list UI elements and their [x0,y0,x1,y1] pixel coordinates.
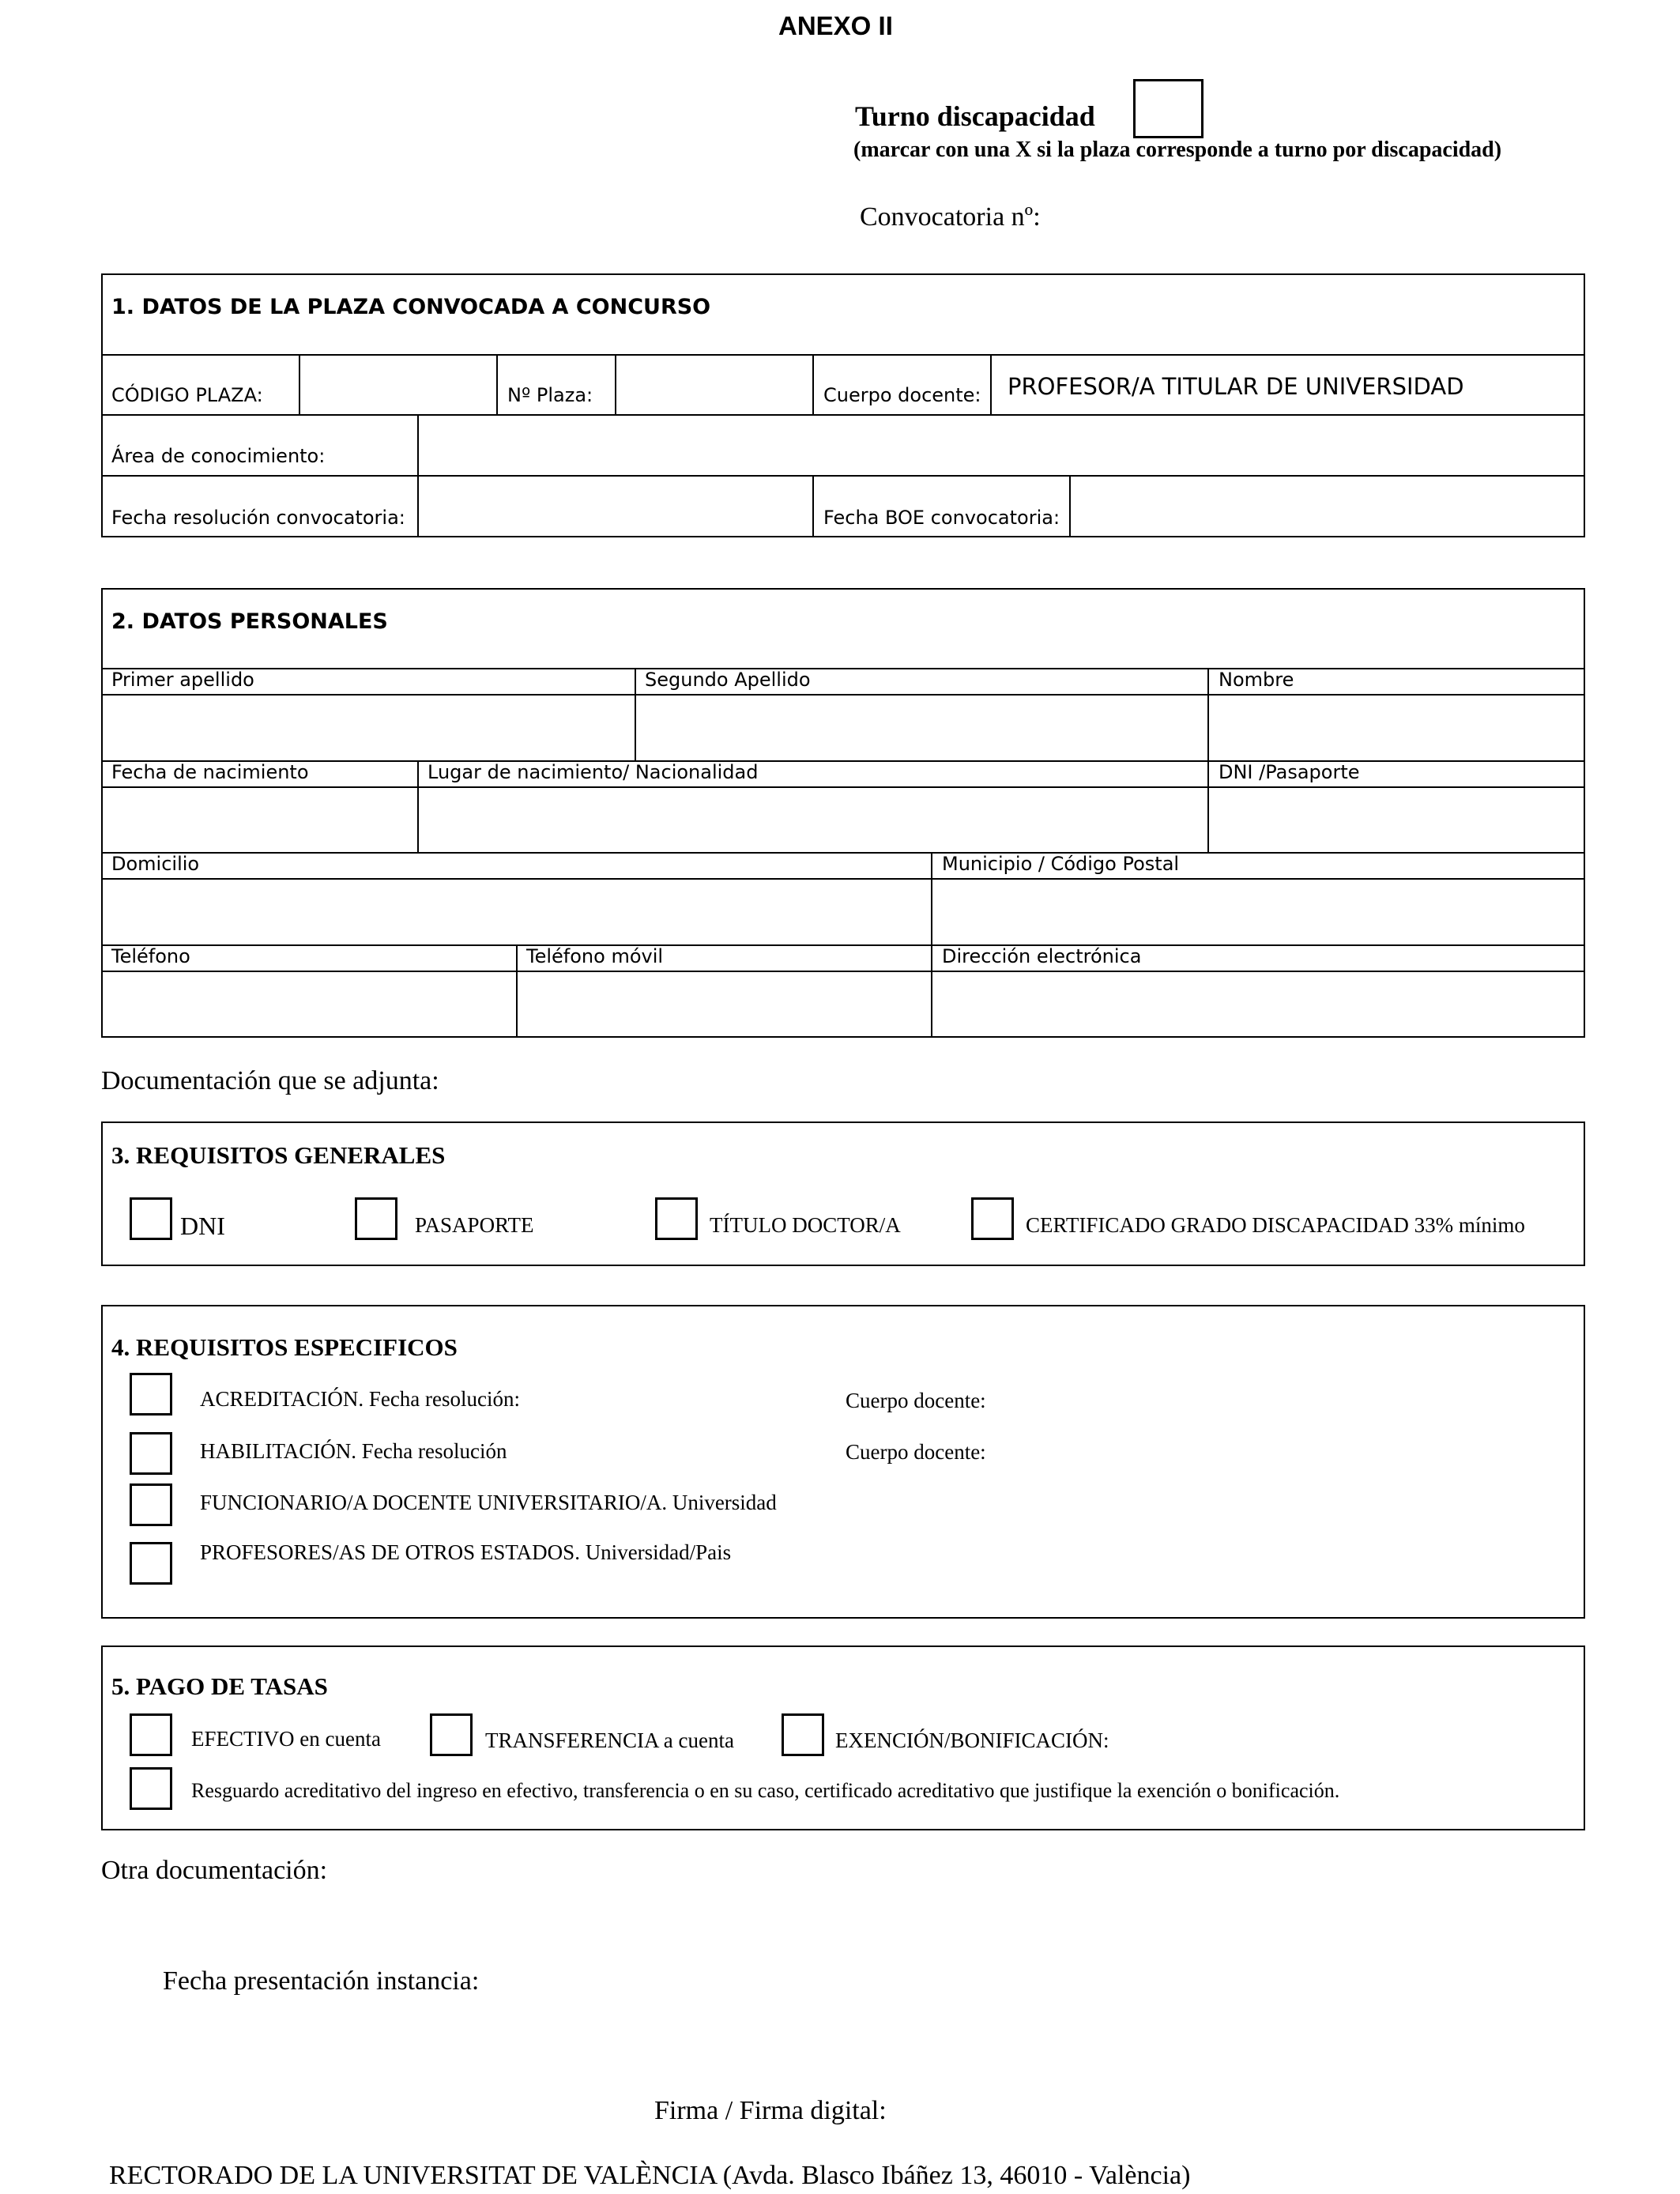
section-1-title: 1. DATOS DE LA PLAZA CONVOCADA A CONCURSO [111,295,711,319]
primer-apellido-label: Primer apellido [111,669,254,691]
lugar-nacimiento-label: Lugar de nacimiento/ Nacionalidad [428,761,759,783]
resguardo-label: Resguardo acreditativo del ingreso en efectivo, transferencia o en su caso, certificado acreditativo que justifique la exención o bonificación. [191,1779,1340,1802]
domicilio-field[interactable] [103,880,931,944]
dni-pasaporte-field[interactable] [1209,788,1584,852]
fecha-nacimiento-label: Fecha de nacimiento [111,761,309,783]
acreditacion-cuerpo-label: Cuerpo docente: [846,1389,986,1412]
section-2-title: 2. DATOS PERSONALES [111,609,388,634]
dni-pasaporte-label: DNI /Pasaporte [1219,761,1360,783]
section-5-title: 5. PAGO DE TASAS [111,1672,328,1700]
efectivo-label: EFECTIVO en cuenta [191,1727,381,1751]
municipio-label: Municipio / Código Postal [942,853,1180,875]
titulo-doctor-checkbox[interactable] [655,1197,698,1240]
dni-option-label: DNI [180,1212,225,1240]
dni-checkbox[interactable] [130,1197,172,1240]
efectivo-checkbox[interactable] [130,1713,172,1756]
fecha-presentacion-label: Fecha presentación instancia: [163,1966,480,1996]
turno-discapacidad-note: (marcar con una X si la plaza corresponde a turno por discapacidad) [853,138,1502,162]
nombre-field[interactable] [1209,696,1584,760]
profesores-otros-estados-label: PROFESORES/AS DE OTROS ESTADOS. Universidad/Pais [200,1540,732,1564]
funcionario-checkbox[interactable] [130,1483,172,1526]
certificado-discapacidad-checkbox[interactable] [971,1197,1014,1240]
fecha-boe-label: Fecha BOE convocatoria: [823,507,1060,529]
funcionario-label: FUNCIONARIO/A DOCENTE UNIVERSITARIO/A. Universidad [200,1491,777,1514]
habilitacion-cuerpo-label: Cuerpo docente: [846,1440,986,1464]
annex-title: ANEXO II [778,11,893,40]
titulo-doctor-option-label: TÍTULO DOCTOR/A [710,1213,901,1237]
otra-documentacion-label: Otra documentación: [101,1856,328,1885]
habilitacion-checkbox[interactable] [130,1432,172,1475]
telefono-field[interactable] [103,972,516,1036]
lugar-nacimiento-field[interactable] [419,788,1207,852]
rectorado-address: RECTORADO DE LA UNIVERSITAT DE VALÈNCIA (Avda. Blasco Ibáñez 13, 46010 - València) [109,2161,1191,2190]
pasaporte-checkbox[interactable] [355,1197,397,1240]
fecha-resolucion-label: Fecha resolución convocatoria: [111,507,405,529]
segundo-apellido-label: Segundo Apellido [645,669,811,691]
codigo-plaza-field[interactable] [300,356,496,414]
exencion-checkbox[interactable] [782,1713,824,1756]
nombre-label: Nombre [1219,669,1294,691]
telefono-movil-field[interactable] [518,972,931,1036]
fecha-boe-field[interactable] [1071,477,1584,536]
cuerpo-docente-label: Cuerpo docente: [823,384,981,406]
num-plaza-label: Nº Plaza: [507,384,593,406]
section-3-title: 3. REQUISITOS GENERALES [111,1141,446,1169]
codigo-plaza-label: CÓDIGO PLAZA: [111,384,263,406]
transferencia-label: TRANSFERENCIA a cuenta [485,1728,734,1752]
turno-discapacidad-label: Turno discapacidad [855,100,1095,132]
transferencia-checkbox[interactable] [430,1713,473,1756]
resguardo-checkbox[interactable] [130,1767,172,1810]
telefono-label: Teléfono [111,945,190,967]
turno-discapacidad-checkbox[interactable] [1133,79,1203,138]
email-field[interactable] [932,972,1584,1036]
profesores-otros-estados-checkbox[interactable] [130,1542,172,1585]
fecha-nacimiento-field[interactable] [103,788,417,852]
cuerpo-docente-value[interactable]: PROFESOR/A TITULAR DE UNIVERSIDAD [1008,373,1464,400]
documentacion-label: Documentación que se adjunta: [101,1066,439,1095]
firma-label: Firma / Firma digital: [654,2096,887,2125]
area-conocimiento-label: Área de conocimiento: [111,445,326,467]
exencion-label: EXENCIÓN/BONIFICACIÓN: [835,1728,1109,1752]
habilitacion-label: HABILITACIÓN. Fecha resolución [200,1439,507,1463]
email-label: Dirección electrónica [942,945,1142,967]
domicilio-label: Domicilio [111,853,200,875]
certificado-discapacidad-option-label: CERTIFICADO GRADO DISCAPACIDAD 33% mínimo [1026,1213,1525,1237]
telefono-movil-label: Teléfono móvil [526,945,664,967]
fecha-resolucion-field[interactable] [419,477,812,536]
section-4-title: 4. REQUISITOS ESPECIFICOS [111,1333,458,1361]
area-conocimiento-field[interactable] [419,416,1584,475]
primer-apellido-field[interactable] [103,696,635,760]
pasaporte-option-label: PASAPORTE [415,1213,534,1237]
convocatoria-label: Convocatoria nº: [860,202,1041,232]
acreditacion-checkbox[interactable] [130,1373,172,1416]
acreditacion-label: ACREDITACIÓN. Fecha resolución: [200,1387,521,1411]
segundo-apellido-field[interactable] [636,696,1207,760]
municipio-field[interactable] [932,880,1584,944]
num-plaza-field[interactable] [616,356,812,414]
